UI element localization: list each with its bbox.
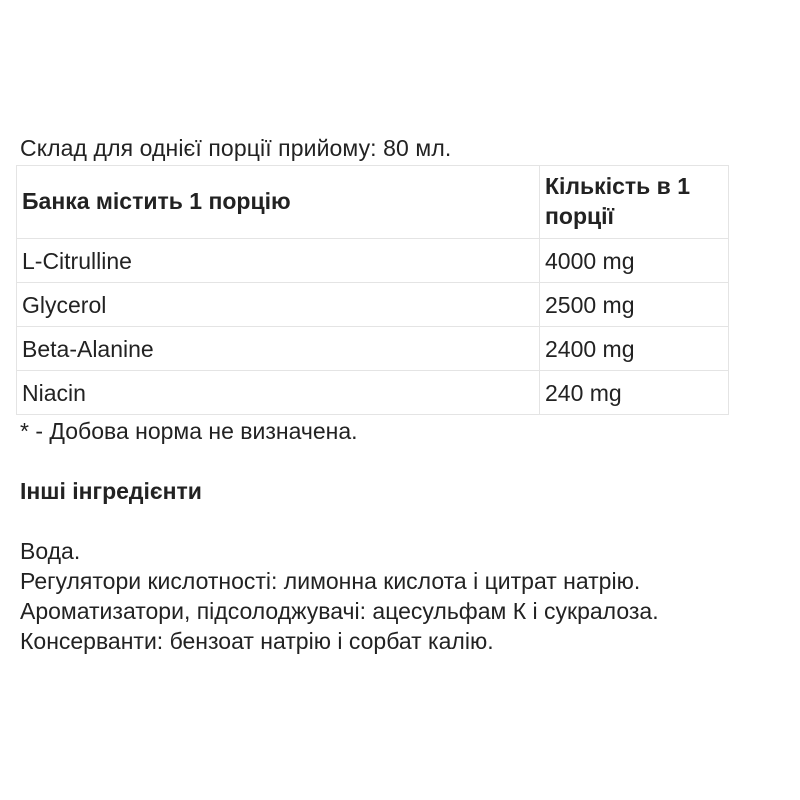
nutrition-table <box>16 165 729 415</box>
serving-caption: Склад для однієї порції прийому: 80 мл. <box>20 135 452 161</box>
ingredient-amount: 240 mg <box>540 371 729 415</box>
list-item: Консерванти: бензоат натрію і сорбат калію. <box>20 628 494 654</box>
ingredient-amount: 2400 mg <box>540 327 729 371</box>
list-item: Регулятори кислотності: лимонна кислота і цитрат натрію. <box>20 568 641 594</box>
column-header-contents: Банка містить 1 порцію <box>17 166 540 239</box>
ingredient-name: Glycerol <box>17 283 540 327</box>
ingredient-name: Beta-Alanine <box>17 327 540 371</box>
ingredient-amount: 4000 mg <box>540 239 729 283</box>
table-row <box>17 239 729 283</box>
column-header-amount: Кількість в 1 порції <box>540 166 729 239</box>
table-row <box>17 327 729 371</box>
daily-value-footnote: * - Добова норма не визначена. <box>20 418 358 444</box>
table-row <box>17 371 729 415</box>
ingredient-amount: 2500 mg <box>540 283 729 327</box>
table-row <box>17 283 729 327</box>
table-header-row <box>17 166 729 239</box>
list-item: Вода. <box>20 538 81 564</box>
product-composition <box>20 133 780 656</box>
other-ingredients-list <box>20 536 780 656</box>
ingredient-name: Niacin <box>17 371 540 415</box>
ingredient-name: L-Citrulline <box>17 239 540 283</box>
other-ingredients-heading: Інші інгредієнти <box>20 478 202 504</box>
list-item: Ароматизатори, підсолоджувачі: ацесульфам К і сукралоза. <box>20 598 659 624</box>
